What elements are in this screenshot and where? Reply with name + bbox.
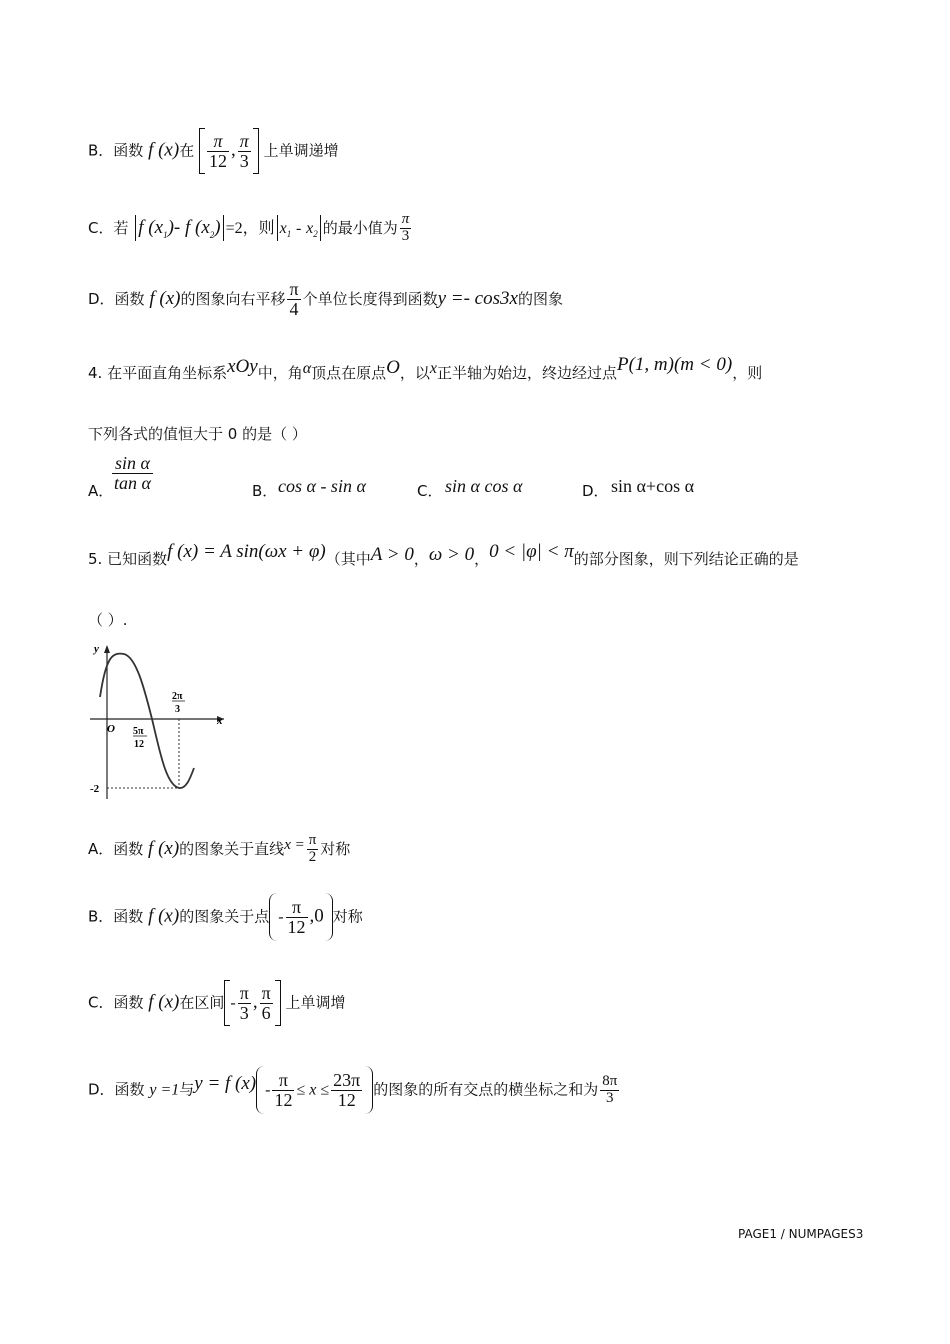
text: 正半轴为始边，终边经过点 bbox=[436, 364, 617, 382]
q3-option-c bbox=[88, 212, 413, 245]
q5-option-a bbox=[88, 833, 350, 866]
text: 对称 bbox=[332, 907, 363, 926]
function-y: y =- cos3x bbox=[437, 287, 518, 309]
option-c-expr: sin α cos α bbox=[445, 476, 523, 496]
text: 的图象 bbox=[517, 289, 563, 308]
tick-2pi3-num: 2π bbox=[172, 691, 183, 702]
fraction-pi-2: $\frac{\pi}{2}$ bbox=[308, 832, 317, 865]
function-fx: f (x) bbox=[148, 837, 180, 859]
option-c-label: C． bbox=[417, 482, 443, 500]
abs-bar bbox=[135, 215, 136, 241]
option-label: D．函数 bbox=[88, 289, 145, 308]
text: 中，角 bbox=[257, 364, 303, 382]
f-x2: f $(x_2)$ bbox=[185, 216, 221, 240]
minus: - bbox=[173, 216, 181, 238]
option-d-label: D． bbox=[582, 482, 609, 500]
x2-var: $x_2$ bbox=[306, 219, 318, 239]
text: 的图象关于直线 bbox=[179, 839, 285, 858]
text: ， bbox=[413, 550, 429, 568]
text: 的最小值为 bbox=[322, 218, 398, 237]
y-axis-arrow bbox=[104, 645, 110, 653]
text: ，则 bbox=[732, 364, 763, 382]
ymin-label: -2 bbox=[90, 783, 100, 795]
text: 在 bbox=[179, 141, 195, 160]
option-a-fraction: $\frac{\text{sin α}}{\text{tan α}}$ bbox=[114, 453, 151, 493]
fraction-23pi-12: $\frac{23\pi}{12}$ bbox=[333, 1069, 361, 1110]
option-b-expr: cos α - sin α bbox=[278, 476, 366, 496]
tick-5pi12-den: 12 bbox=[134, 739, 144, 750]
fraction-pi-12: $\frac{\pi}{12}$ bbox=[287, 896, 306, 937]
fraction-pi-12: $\frac{\pi}{12}$ bbox=[209, 130, 227, 171]
x-var: x bbox=[429, 360, 437, 377]
minus: - bbox=[265, 1081, 271, 1099]
bracket-right bbox=[275, 980, 281, 1026]
q5-option-d bbox=[88, 1066, 621, 1114]
fraction-pi-3: $\frac{\pi}{3}$ bbox=[401, 211, 410, 244]
sine-curve bbox=[100, 654, 194, 788]
condition-a: A > 0 bbox=[370, 544, 414, 565]
function-fx: f (x) bbox=[148, 991, 180, 1013]
text: 上单调增 bbox=[285, 993, 346, 1012]
option-label: B．函数 bbox=[88, 141, 144, 160]
minus: - bbox=[230, 994, 236, 1012]
condition-omega: ω > 0 bbox=[428, 544, 475, 565]
option-label: D．函数 bbox=[88, 1080, 145, 1099]
q4-stem bbox=[88, 354, 763, 384]
text: 4. 在平面直角坐标系 bbox=[88, 364, 228, 382]
text: 的图象向右平移 bbox=[180, 289, 286, 308]
x-axis-label: x bbox=[217, 715, 223, 727]
inequality: ≤ x ≤ bbox=[296, 1081, 330, 1099]
zero: ,0 bbox=[309, 905, 324, 927]
origin-o: O bbox=[386, 357, 400, 378]
y-equals-1: y =1 bbox=[149, 1081, 180, 1099]
abs-bar bbox=[320, 215, 321, 241]
bracket-left bbox=[199, 128, 205, 174]
option-b-label: B． bbox=[252, 482, 278, 500]
minus: - bbox=[296, 219, 302, 237]
y-axis-label: y bbox=[94, 643, 99, 655]
tick-2pi3-den: 3 bbox=[175, 704, 180, 715]
text: ， bbox=[474, 550, 490, 568]
option-label: C．若 bbox=[88, 218, 129, 237]
q4-options bbox=[88, 452, 788, 512]
paren-left bbox=[269, 893, 278, 941]
text: 的图象关于点 bbox=[179, 907, 270, 926]
text: ，以 bbox=[399, 364, 430, 382]
option-label: A．函数 bbox=[88, 839, 144, 858]
f-x1: f $(x_1)$ bbox=[138, 216, 174, 240]
q3-option-b bbox=[88, 128, 339, 174]
fraction-pi-3: $\frac{\pi}{3}$ bbox=[239, 130, 249, 171]
alpha: α bbox=[302, 360, 312, 377]
q5-option-c bbox=[88, 980, 345, 1026]
fraction-8pi-3: $\frac{8\pi}{3}$ bbox=[602, 1072, 618, 1106]
text: 的图象的所有交点的横坐标之和为 bbox=[373, 1080, 599, 1099]
text: 与 bbox=[179, 1080, 195, 1099]
text: 下列各式的值恒大于 0 的是（ ） bbox=[88, 425, 307, 443]
paren-right bbox=[364, 1066, 373, 1114]
function-fx: f (x) bbox=[148, 139, 180, 161]
function-fx: f (x) bbox=[149, 287, 181, 309]
q5-question bbox=[88, 609, 128, 630]
function-def: f (x) = A sin(ωx + φ) bbox=[167, 541, 326, 562]
fraction-pi-12: $\frac{\pi}{12}$ bbox=[274, 1069, 293, 1110]
fraction-pi-6: $\frac{\pi}{6}$ bbox=[261, 982, 271, 1023]
text: （其中 bbox=[325, 550, 371, 568]
comma: , bbox=[231, 139, 236, 161]
text: 在区间 bbox=[179, 993, 225, 1012]
sine-graph bbox=[86, 637, 236, 807]
xoy: xOy bbox=[227, 356, 258, 377]
minus: - bbox=[278, 908, 284, 926]
bracket-right bbox=[253, 128, 259, 174]
abs-bar bbox=[277, 215, 278, 241]
text: 个单位长度得到函数 bbox=[302, 289, 438, 308]
y-equals-fx: y = f (x) bbox=[194, 1072, 257, 1094]
abs-bar bbox=[223, 215, 224, 241]
paren-left bbox=[256, 1066, 265, 1114]
text: 5. 已知函数 bbox=[88, 550, 168, 568]
point-p: P(1, m)(m < 0) bbox=[617, 354, 733, 375]
origin-label: O bbox=[107, 723, 115, 735]
option-d-expr: sin α+cos α bbox=[611, 476, 695, 496]
text: 上单调递增 bbox=[263, 141, 339, 160]
x-equals: x = bbox=[284, 836, 305, 853]
text: （ ）. bbox=[88, 611, 128, 629]
q5-stem bbox=[88, 541, 799, 570]
text: 的部分图象，则下列结论正确的是 bbox=[573, 550, 799, 568]
function-fx: f (x) bbox=[148, 905, 180, 927]
tick-5pi12-num: 5π bbox=[133, 726, 144, 737]
option-label: B．函数 bbox=[88, 907, 144, 926]
q5-option-b bbox=[88, 893, 363, 941]
comma: , bbox=[252, 991, 258, 1013]
x1-var: $x_1$ bbox=[279, 219, 292, 239]
q3-option-d bbox=[88, 280, 563, 319]
text: 对称 bbox=[320, 839, 351, 858]
text: 顶点在原点 bbox=[311, 364, 387, 382]
paren-right bbox=[324, 893, 333, 941]
fraction-pi-3: $\frac{\pi}{3}$ bbox=[239, 982, 249, 1023]
fraction-pi-4: $\frac{\pi}{4}$ bbox=[289, 279, 299, 319]
text: =2，则 bbox=[225, 219, 275, 237]
condition-phi: 0 < |φ| < π bbox=[489, 541, 574, 562]
q4-question bbox=[88, 423, 307, 444]
option-label: C．函数 bbox=[88, 993, 144, 1012]
option-a-label: A． bbox=[88, 482, 114, 500]
page-footer: PAGE1 / NUMPAGES3 bbox=[738, 1227, 864, 1241]
